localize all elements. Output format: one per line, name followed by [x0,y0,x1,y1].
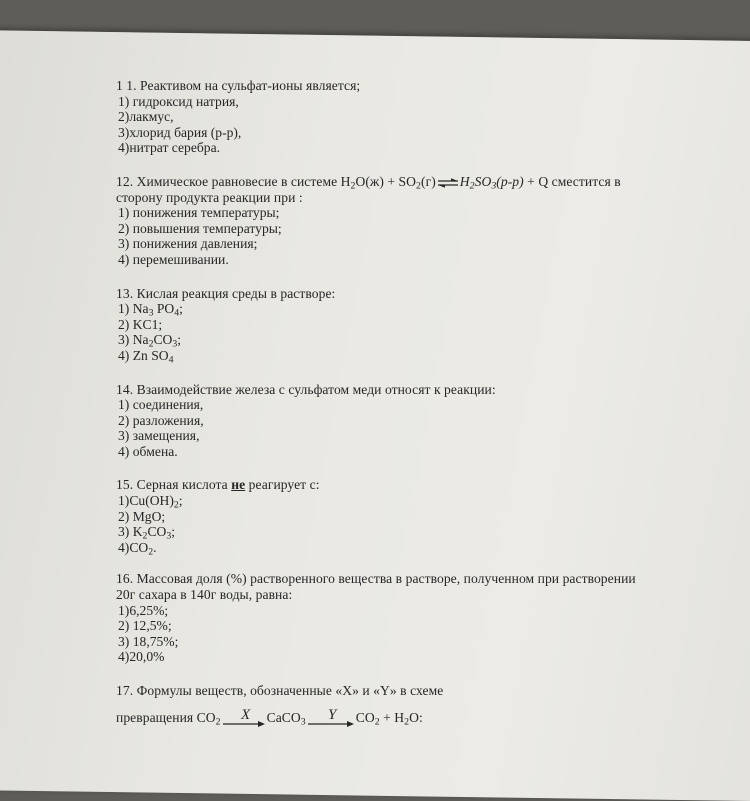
question-12-option-3: 3) понижения давления; [118,236,258,252]
question-16-stem-continued: 20г сахара в 140г воды, равна: [116,587,293,603]
question-12-option-2: 2) повышения температуры; [118,220,282,236]
question-16-stem: 16. Массовая доля (%) растворенного вещества в растворе, полученном при растворении [116,571,636,587]
question-17 [116,683,716,731]
question-11-option-1: 1) гидроксид натрия, [118,93,239,109]
question-16-option-1: 1)6,25%; [118,602,169,618]
question-14-option-3: 3) замещения, [118,428,200,444]
question-13-option-4: 4) Zn $SO_4$ [118,347,174,366]
reagent-y-label: Y [327,706,337,723]
question-15-option-1: $1)Cu(OH)_2$; [118,493,183,511]
question-15-option-4: $4)CO_2$. [118,539,157,558]
question-14-option-2: 2) разложения, [118,412,204,428]
question-13 [116,286,716,364]
equilibrium-arrow-icon [437,178,459,188]
question-14-option-1: 1) соединения, [118,397,204,413]
question-11-option-3: 3)хлорид бария (р-р), [118,124,242,140]
question-14-stem: 14. Взаимодействие железа с сульфатом меди относят к реакции: [116,381,496,397]
question-12-option-4: 4) перемешивании. [118,251,229,267]
question-15 [116,477,716,558]
question-16-option-4: 4)20,0% [118,649,165,665]
question-17-stem: 17. Формулы веществ, обозначенные «X» и «Y» в схеме [116,683,444,698]
question-15-stem: 15. Серная кислота не реагирует с: [116,477,320,493]
reaction-arrow-x-icon [221,707,267,731]
question-11-option-4: 4)нитрат серебра. [118,140,221,156]
reagent-x-label: X [240,706,250,723]
question-16-option-2: 2) 12,5%; [118,618,172,634]
question-12-stem: 12. Химическое равновесие в системе $H_2O(ж) + SO_2(г) H_2SO_3(р-р) + Q$ сместится в [116,173,621,192]
question-11-option-2: 2)лакмус, [118,109,174,125]
question-13-option-3: 3) $Na_2CO_3$; [118,332,182,350]
question-13-option-2: 2) KC1; [118,316,163,332]
question-11-stem: 1 1. Реактивом на сульфат-ионы является; [116,78,361,93]
question-16 [116,571,716,665]
question-14 [116,382,716,460]
question-17-scheme: превращения $CO_2$ X CaCO$_3$ Y $CO_2 + H_2O$: [116,707,716,731]
question-16-option-3: 3) 18,75%; [118,633,179,649]
test-document [116,78,716,749]
question-13-stem: 13. Кислая реакция среды в растворе: [116,285,336,301]
question-15-option-2: 2) MgO; [118,508,166,524]
question-13-option-1: 1) $Na_3$ $PO_4$; [118,301,183,319]
question-11 [116,78,716,156]
reaction-arrow-y-icon [306,707,356,731]
question-12-option-1: 1) понижения температуры; [118,205,280,221]
negation-emphasis: не [231,477,246,493]
question-12 [116,174,716,268]
question-12-stem-continued: сторону продукта реакции при : [116,189,303,205]
question-15-option-3: 3) $K_2CO_3$; [118,524,175,542]
question-14-option-4: 4) обмена. [118,443,178,459]
